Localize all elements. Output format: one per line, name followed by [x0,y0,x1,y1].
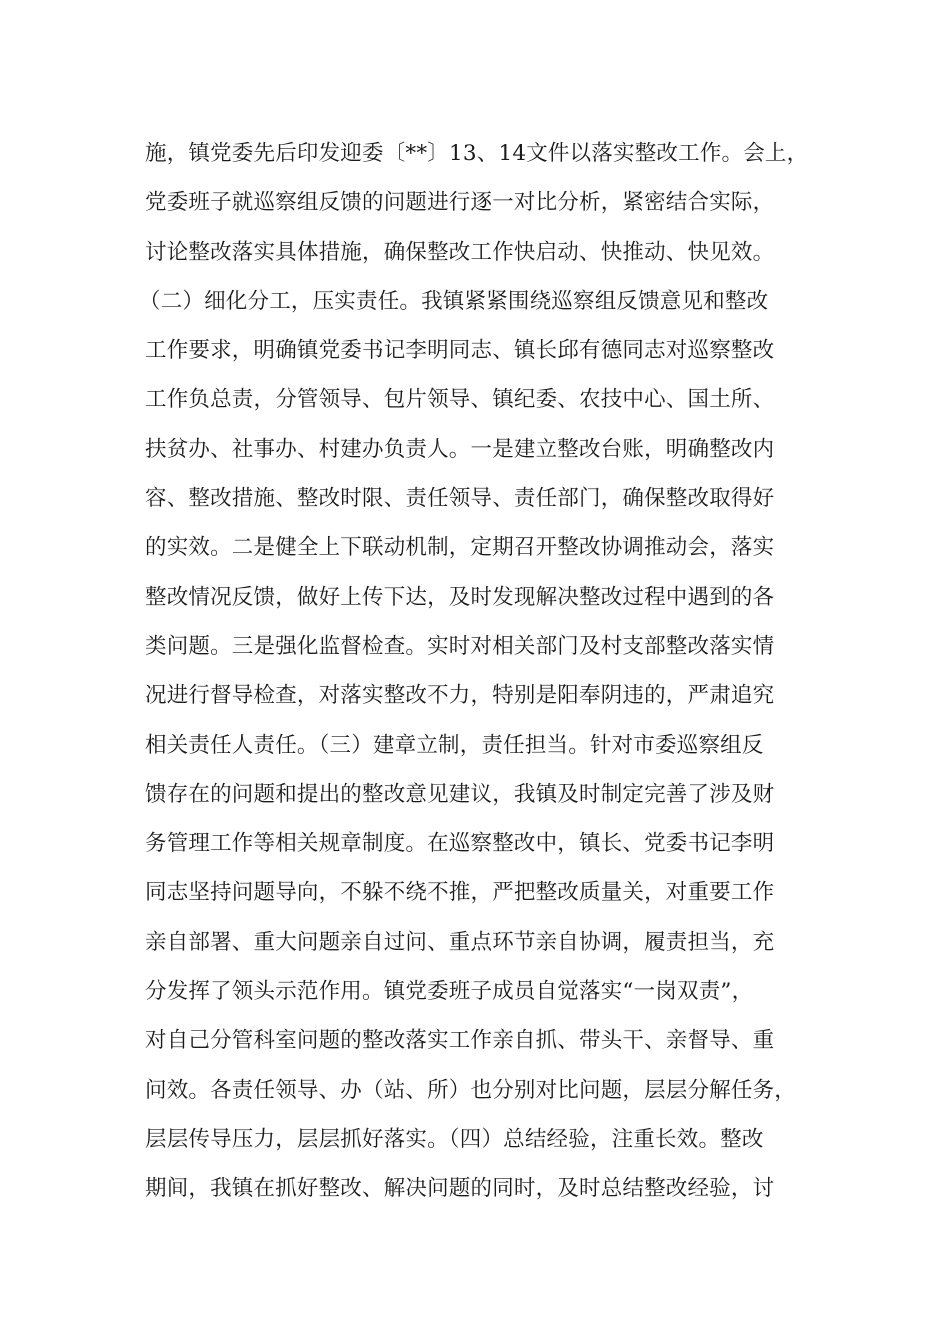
text-line: 整改情况反馈，做好上传下达，及时发现解决整改过程中遇到的各 [145,584,775,610]
text-line: 同志坚持问题导向，不躲不绕不推，严把整改质量关，对重要工作 [145,880,775,906]
text-line: （二）细化分工，压实责任。我镇紧紧围绕巡察组反馈意见和整改 [139,288,769,314]
text-line: 相关责任人责任。（三）建章立制，责任担当。针对市委巡察组反 [145,732,764,758]
text-line: 对自己分管科室问题的整改落实工作亲自抓、带头干、亲督导、重 [145,1028,775,1054]
text-line: 党委班子就巡察组反馈的问题进行逐一对比分析，紧密结合实际， [145,190,775,216]
text-line: 工作负总责，分管领导、包片领导、镇纪委、农技中心、国土所、 [145,387,775,413]
text-line: 工作要求，明确镇党委书记李明同志、镇长邱有德同志对巡察整改 [145,338,775,364]
text-line: 讨论整改落实具体措施，确保整改工作快启动、快推动、快见效。 [145,239,775,265]
text-line: 层层传导压力，层层抓好落实。（四）总结经验，注重长效。整改 [145,1126,764,1152]
text-line: 问效。各责任领导、办（站、所）也分别对比问题，层层分解任务， [145,1077,797,1103]
text-line: 类问题。三是强化监督检查。实时对相关部门及村支部整改落实情 [145,633,775,659]
text-line: 分发挥了领头示范作用。镇党委班子成员自觉落实“一岗双责”， [145,979,754,1005]
text-line: 扶贫办、社事办、村建办负责人。一是建立整改台账，明确整改内 [145,436,775,462]
body-text [139,129,815,1214]
text-line: 的实效。二是健全上下联动机制，定期召开整改协调推动会，落实 [145,535,775,561]
text-line: 容、整改措施、整改时限、责任领导、责任部门，确保整改取得好 [145,486,775,512]
text-line: 务管理工作等相关规章制度。在巡察整改中，镇长、党委书记李明 [145,831,775,857]
text-line: 况进行督导检查，对落实整改不力，特别是阳奉阴违的，严肃追究 [145,683,775,709]
text-line: 施，镇党委先后印发迎委〔**〕13、14文件以落实整改工作。会上， [145,141,809,166]
text-line: 亲自部署、重大问题亲自过问、重点环节亲自协调，履责担当，充 [145,929,775,955]
text-line: 期间，我镇在抓好整改、解决问题的同时，及时总结整改经验，讨 [145,1176,775,1202]
text-line: 馈存在的问题和提出的整改意见建议，我镇及时制定完善了涉及财 [145,781,775,807]
